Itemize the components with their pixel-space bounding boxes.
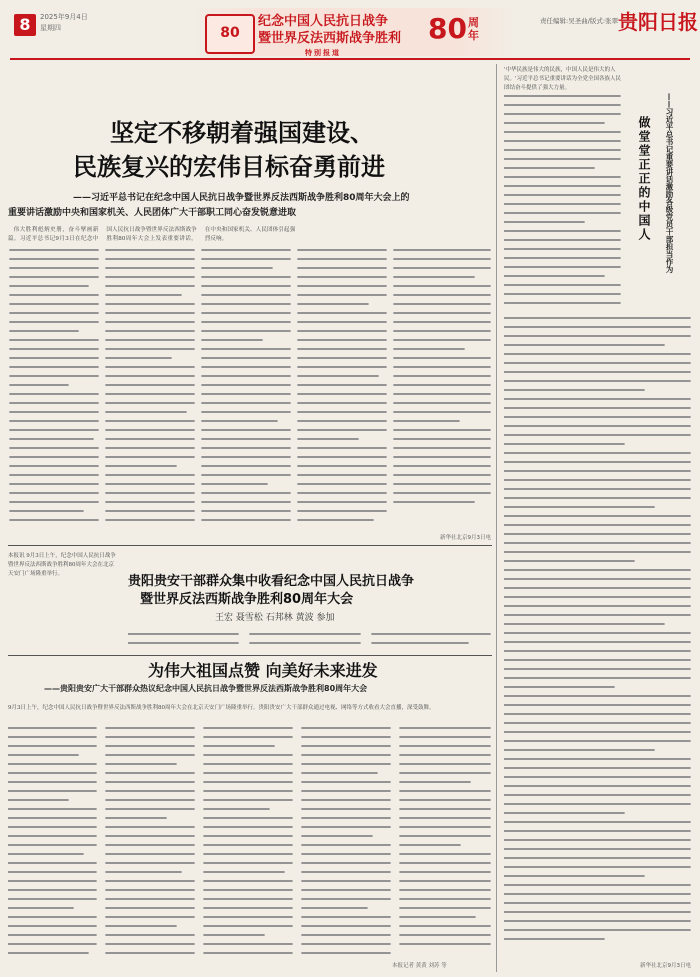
masthead xyxy=(0,0,700,58)
right-body-text: '中华民族是伟大的民族，中国人民是伟大的人民。'习近平总书记重要讲话为全党全国各族人民团结奋斗提供了强大力量。 xyxy=(504,67,622,91)
lead-body-text xyxy=(8,226,492,530)
middle-headline-line-1: 贵阳贵安干部群众集中收看纪念中国人民抗日战争 xyxy=(128,574,415,589)
lead-headline-line-2: 民族复兴的宏伟目标奋勇前进 xyxy=(73,153,385,181)
date-line xyxy=(40,12,88,34)
middle-headline-line-2: 暨世界反法西斯战争胜利80周年大会 xyxy=(140,592,354,607)
middle-body-text: 本报讯 9月3日上午，纪念中国人民抗日战争暨世界反法西斯战争胜利80周年大会在北京天安门广场隆重举行。 xyxy=(8,553,116,577)
date: 2025年9月4日 xyxy=(40,13,88,21)
lower-body-text: 9月3日上午，纪念中国人民抗日战争暨世界反法西斯战争胜利80周年大会在北京天安门广场隆重举行。贵阳贵安广大干部群众通过电视、网络等方式收看大会直播，深受鼓舞。 xyxy=(8,705,435,711)
lower-body-lines xyxy=(8,722,492,962)
right-headline: 做堂堂正正的中国人 xyxy=(637,116,651,242)
middle-byline: 王宏 聂雪松 石邦林 黄波 参加 xyxy=(215,613,335,623)
anniversary-emblem-icon: 80 xyxy=(205,14,255,54)
banner-line-1: 纪念中国人民抗日战争 xyxy=(258,14,389,29)
anniversary-years: 80 xyxy=(428,12,467,45)
middle-body-lines xyxy=(128,630,492,652)
page-number: 8 xyxy=(14,14,36,36)
lead-subhead-line-1: ——习近平总书记在纪念中国人民抗日战争暨世界反法西斯战争胜利80周年大会上的 xyxy=(73,193,410,203)
banner-line-2: 暨世界反法西斯战争胜利 xyxy=(258,31,402,46)
lead-subhead-line-2: 重要讲话激励中央和国家机关、人民团体广大干部职工同心奋发锐意进取 xyxy=(8,208,297,218)
lead-headline-line-1: 坚定不移朝着强国建设、 xyxy=(110,119,374,147)
anniversary-years-unit: 周年 xyxy=(468,16,479,42)
weekday: 星期四 xyxy=(40,24,61,32)
section-rule-2 xyxy=(8,655,492,656)
lower-credit: 本报记者 黄黄 刘苏 等 xyxy=(392,963,447,969)
lower-headline: 为伟大祖国点赞 向美好未来进发 xyxy=(148,661,378,680)
right-subhead: ——习近平总书记重要讲话激励各级党员干部担当作为 xyxy=(665,93,674,273)
newspaper-brand: 贵阳日报 xyxy=(618,10,698,34)
masthead-rule xyxy=(10,58,690,60)
right-body-continuation xyxy=(504,88,622,318)
right-source: 新华社北京9月3日电 xyxy=(640,963,691,969)
lead-body-paragraph: 伟大胜利彪炳史册，奋斗擘画新篇。习近平总书记9月3日在纪念中国人民抗日战争暨世界反法西斯战争胜利80周年大会上发表重要讲话，在中央和国家机关、人民团体引起强烈反响。 xyxy=(8,227,296,243)
lead-body-continuation xyxy=(8,240,492,530)
text-lines xyxy=(10,250,98,520)
lead-source: 新华社北京9月3日电 xyxy=(440,535,491,541)
editor-credit: 责任编辑:吴圣曲/版式:张翠 xyxy=(540,17,619,25)
right-body-columns xyxy=(504,310,692,960)
section-rule-1 xyxy=(8,545,492,546)
lower-subhead: ——贵阳贵安广大干部群众热议纪念中国人民抗日战争暨世界反法西斯战争胜利80周年大会 xyxy=(44,684,368,693)
column-divider xyxy=(496,64,497,972)
banner-subtitle: 特别报道 xyxy=(305,49,341,57)
